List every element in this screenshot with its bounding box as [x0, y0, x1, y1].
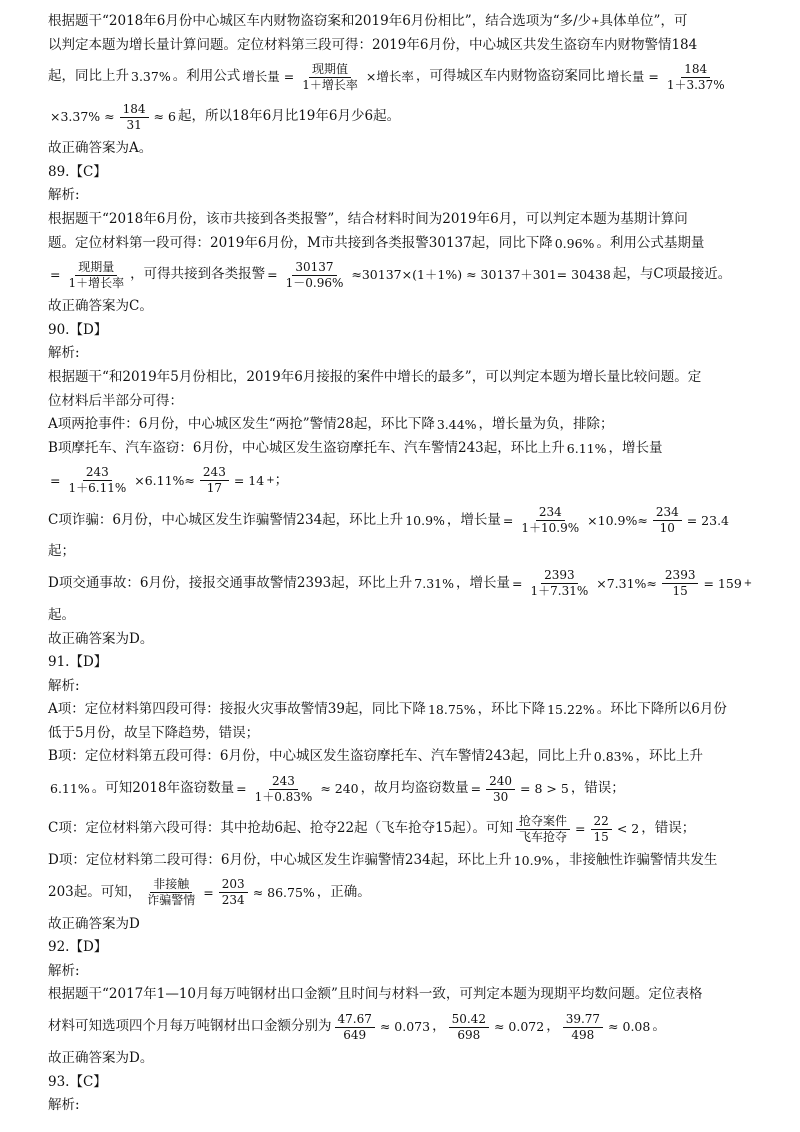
q91-option-d: D项：定位材料第二段可得：6月份，中心城区发生诈骗警情234起，环比上升 10.9% ，非接触性诈骗警情共发生 — [48, 852, 718, 869]
formula-fraction: $\frac{39.77}{498}$ — [563, 1012, 603, 1043]
formula-fraction: $\frac{234}{1+10.9\%}$ — [521, 504, 580, 535]
q91-option-d-formula: 203起。可知， $\frac{\text{非接触}}{\text{诈骗警情}}$ = $\frac{203}{234}$ ≈ 86.75% ，正确。 — [48, 877, 371, 908]
formula-growth-fraction: $\frac{\text{现期值}}{\text{1＋增长率}}$ — [302, 61, 358, 92]
formula-fraction: $\frac{47.67}{649}$ — [335, 1012, 375, 1043]
formula-fraction: $\frac{234}{10}$ — [653, 505, 682, 536]
q89-analysis-label: 解析: — [48, 187, 80, 204]
q90-option-d-end: 起。 — [48, 606, 75, 623]
formula-fraction: $\frac{184}{1+3.37\%}$ — [666, 61, 725, 92]
q88-line-4: ×3.37% ≈ $\frac{184}{31}$ ≈ 6 起，所以18年6月比19年6月少6起。 — [50, 101, 401, 132]
q88-line-3: 起，同比上升 3.37% 。利用公式 增长量 = $\frac{\text{现期值}}{\text{1＋增长率}}$ ×增长率 ，可得城区车内财物盗窃案同比 增长量 = $\frac{184}{1+3.37\%}$ — [48, 57, 748, 97]
formula-fraction: $\frac{203}{234}$ — [219, 877, 248, 908]
q90-line-2: 位材料后半部分可得： — [48, 392, 183, 409]
q89-line-3: = $\frac{\text{现期量}}{\text{1＋增长率}}$ ，可得共接到各类报警 = $\frac{30137}{1-0.96\%}$ ≈30137×(1＋1%) ≈ 30137＋301= 30438 起，与C项最接近。 — [50, 259, 732, 290]
q91-option-b-formula: 6.11% 。可知2018年盗窃数量 = $\frac{243}{1+0.83\%}$ ≈ 240 ，故月均盗窃数量 = $\frac{240}{30}$ = 8 > 5 ，错误； — [50, 773, 625, 804]
q89-number: 89.【C】 — [48, 163, 107, 180]
formula-fraction: $\frac{240}{30}$ — [486, 774, 515, 805]
q93-number: 93.【C】 — [48, 1073, 107, 1090]
q91-option-b: B项：定位材料第五段可得：6月份，中心城区发生盗窃摩托车、汽车警情243起，同比上升 0.83% ，环比上升 — [48, 748, 703, 765]
q91-analysis-label: 解析: — [48, 677, 80, 694]
q88-line-1: 根据题干“2018年6月份中心城区车内财物盗窃案和2019年6月份相比”，结合选项为“多/少 + 具体单位”，可 — [48, 13, 688, 29]
q90-line-1: 根据题干“和2019年5月份相比，2019年6月接报的案件中增长的最多”，可以判定本题为增长量比较问题。定 — [48, 368, 702, 385]
formula-fraction: $\frac{2393}{1+7.31\%}$ — [530, 568, 589, 599]
q92-line-2: 材料可知选项四个月每万吨钢材出口金额分别为 $\frac{47.67}{649}$ ≈ 0.073 ， $\frac{50.42}{698}$ ≈ 0.072 ， $\frac{39.77}{498}$ ≈ 0.08 。 — [48, 1011, 666, 1042]
q93-analysis-label: 解析: — [48, 1097, 80, 1114]
q90-number: 90.【D】 — [48, 321, 108, 338]
q90-analysis-label: 解析: — [48, 345, 80, 362]
formula-fraction: $\frac{\text{非接触}}{\text{诈骗警情}}$ — [147, 877, 196, 908]
q91-option-c: C项：定位材料第六段可得：其中抢劫6起、抢夺22起（飞车抢夺15起）。可知 $\frac{\text{抢夺案件}}{\text{飞车抢夺}}$ = $\frac{22}{15}$ < 2 ，错误； — [48, 813, 696, 844]
q90-option-c-end: 起； — [48, 543, 75, 560]
q90-option-c: C项诈骗：6月份，中心城区发生诈骗警情234起，环比上升 10.9% ，增长量 = $\frac{234}{1+10.9\%}$ ×10.9%≈ $\frac{234}{10}$ = 23.4 — [48, 504, 730, 535]
q90-option-a: A项两抢事件：6月份，中心城区发生“两抢”警情28起，环比下降 3.44% ，增长量为负，排除； — [48, 416, 614, 433]
q92-answer: 故正确答案为D。 — [48, 1050, 154, 1067]
q89-line-1: 根据题干“2018年6月份，该市共接到各类报警”，结合材料时间为2019年6月，可以判定本题为基期计算问 — [48, 210, 688, 227]
formula-fraction: $\frac{\text{现期量}}{\text{1＋增长率}}$ — [68, 259, 125, 290]
q89-line-2: 题。定位材料第一段可得：2019年6月份，M市共接到各类报警30137起，同比下降 0.96% 。利用公式基期量 — [48, 234, 705, 251]
q90-answer: 故正确答案为D。 — [48, 630, 154, 647]
q91-answer: 故正确答案为D — [48, 915, 140, 932]
q92-number: 92.【D】 — [48, 939, 108, 956]
formula-fraction: $\frac{184}{31}$ — [120, 102, 149, 133]
q92-analysis-label: 解析: — [48, 962, 80, 979]
formula-fraction: $\frac{243}{1+0.83\%}$ — [254, 773, 313, 804]
q90-option-b: B项摩托车、汽车盗窃：6月份，中心城区发生盗窃摩托车、汽车警情243起，环比上升 6.11% ，增长量 — [48, 439, 663, 456]
q91-number: 91.【D】 — [48, 654, 108, 671]
q88-line-2: 以判定本题为增长量计算问题。定位材料第三段可得：2019年6月份，中心城区共发生盗窃车内财物警情184 — [48, 36, 698, 53]
q90-option-d: D项交通事故：6月份，接报交通事故警情2393起，环比上升 7.31% ，增长量 = $\frac{2393}{1+7.31\%}$ ×7.31%≈ $\frac{2393}{15}$ = 159 + — [48, 568, 753, 599]
q89-answer: 故正确答案为C。 — [48, 298, 153, 315]
formula-fraction: $\frac{\text{抢夺案件}}{\text{飞车抢夺}}$ — [516, 814, 570, 845]
q92-line-1: 根据题干“2017年1—10月每万吨钢材出口金额”且时间与材料一致，可判定本题为现期平均数问题。定位表格 — [48, 986, 703, 1003]
formula-fraction: $\frac{243}{17}$ — [200, 465, 229, 496]
q91-option-a: A项：定位材料第四段可得：接报火灾事故警情39起，同比下降 18.75% ，环比下降 15.22% 。环比下降所以6月份 — [48, 701, 727, 718]
q88-answer: 故正确答案为A。 — [48, 140, 153, 157]
formula-fraction: $\frac{50.42}{698}$ — [449, 1012, 489, 1043]
q90-option-b-formula: = $\frac{243}{1+6.11\%}$ ×6.11%≈ $\frac{243}{17}$ = 14 + ； — [50, 464, 289, 495]
formula-fraction: $\frac{22}{15}$ — [591, 814, 612, 845]
formula-fraction: $\frac{243}{1+6.11\%}$ — [68, 464, 127, 495]
q91-option-a-cont: 低于5月份，故呈下降趋势，错误； — [48, 724, 260, 741]
formula-fraction: $\frac{2393}{15}$ — [662, 568, 699, 599]
formula-fraction: $\frac{30137}{1-0.96\%}$ — [285, 259, 344, 290]
